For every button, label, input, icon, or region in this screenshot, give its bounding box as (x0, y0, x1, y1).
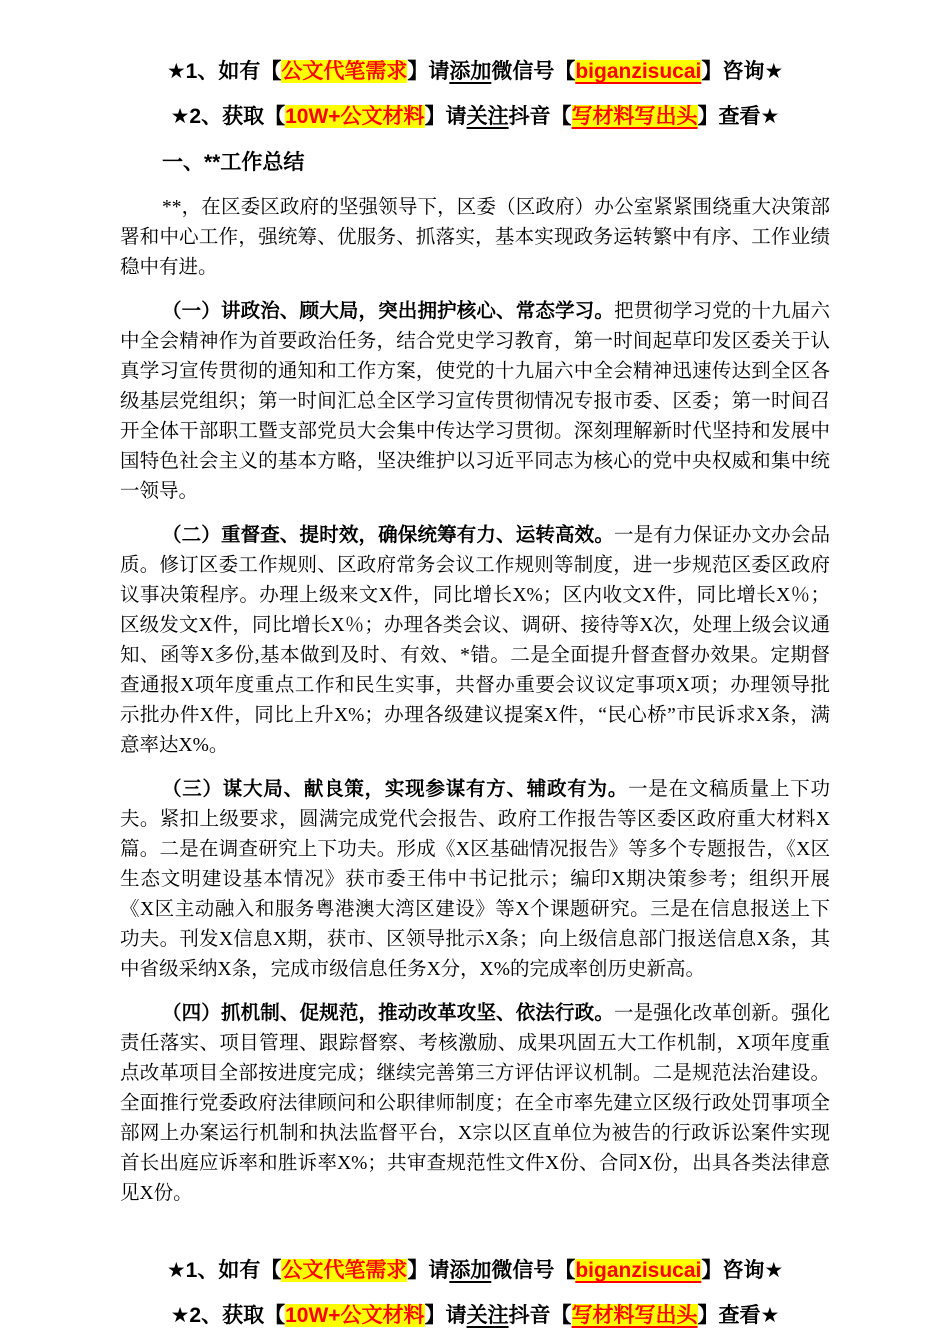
paragraph-text: **，在区委区政府的坚强领导下，区委（区政府）办公室紧紧围绕重大决策部署和中心工作，强统筹、优服务、抓落实，基本实现政务运转繁中有序、工作业绩稳中有进。 (120, 197, 830, 278)
highlight-keyword: 10W+公文材料 (285, 1304, 425, 1327)
promo-text: 】请 (424, 105, 467, 128)
promo-text: ★1、如有【 (166, 1259, 282, 1282)
promo-text: 微信号【 (491, 1259, 576, 1282)
underlined-action: 关注 (466, 1304, 509, 1327)
highlight-wechat-id: biganzisucai (575, 60, 702, 83)
promo-line-1 (120, 1257, 830, 1284)
promo-text: 微信号【 (491, 60, 576, 83)
promo-text: 】请 (424, 1304, 467, 1327)
highlight-keyword: 10W+公文材料 (285, 105, 425, 128)
promo-text: 】咨询★ (701, 60, 784, 83)
paragraph-lead: （三）谋大局、献良策，实现参谋有方、辅政有为。 (162, 778, 629, 800)
paragraph-section-1 (120, 296, 830, 507)
highlight-keyword: 公文代笔需求 (281, 60, 408, 83)
promo-line-2 (120, 103, 830, 130)
highlight-douyin-account: 写材料写出头 (571, 105, 698, 128)
paragraph-section-3 (120, 774, 830, 985)
underlined-action: 关注 (466, 105, 509, 128)
promo-text: ★2、获取【 (170, 105, 286, 128)
promo-banner-bottom (120, 1257, 830, 1329)
promo-text: 】查看★ (697, 1304, 780, 1327)
underlined-action: 添加 (449, 60, 492, 83)
promo-text: 抖音【 (508, 1304, 572, 1327)
paragraph-text: 一是强化改革创新。强化责任落实、项目管理、跟踪督察、考核激励、成果巩固五大工作机制，X项年度重点改革项目全部按进度完成；继续完善第三方评估评议机制。二是规范法治建设。全面推行党委政府法律顾问和公职律师制度；在全市率先建立区级行政处罚事项全部网上办案运行机制和执法监督平台，X宗以区直单位为被告的行政诉讼案件实现首长出庭应诉率和胜诉率X%；共审查规范性文件X份、合同X份，出具各类法律意见X份。 (120, 1003, 830, 1204)
paragraph-section-4 (120, 998, 830, 1209)
paragraph-lead: （一）讲政治、顾大局，突出拥护核心、常态学习。 (162, 300, 614, 322)
promo-text: 】请 (407, 60, 450, 83)
promo-banner-top (120, 58, 830, 130)
paragraph-lead: （二）重督查、提时效，确保统筹有力、运转高效。 (162, 524, 614, 546)
promo-text: ★1、如有【 (166, 60, 282, 83)
highlight-douyin-account: 写材料写出头 (571, 1304, 698, 1327)
promo-text: 】咨询★ (701, 1259, 784, 1282)
promo-text: 抖音【 (508, 105, 572, 128)
promo-text: 】查看★ (697, 105, 780, 128)
paragraph-lead: （四）抓机制、促规范，推动改革攻坚、依法行政。 (162, 1002, 614, 1024)
promo-line-1 (120, 58, 830, 85)
underlined-action: 添加 (449, 1259, 492, 1282)
highlight-wechat-id: biganzisucai (575, 1259, 702, 1282)
paragraph-intro (120, 192, 830, 283)
paragraph-section-2 (120, 520, 830, 761)
paragraph-text: 一是在文稿质量上下功夫。紧扣上级要求，圆满完成党代会报告、政府工作报告等区委区政府重大材料X篇。二是在调查研究上下功夫。形成《X区基础情况报告》等多个专题报告，《X区生态文明建设基本情况》获市委王伟中书记批示；编印X期决策参考；组织开展《X区主动融入和服务粤港澳大湾区建设》等X个课题研究。三是在信息报送上下功夫。刊发X信息X期，获市、区领导批示X条；向上级信息部门报送信息X条，其中省级采纳X条，完成市级信息任务X分，X%的完成率创历史新高。 (120, 779, 830, 980)
promo-text: 】请 (407, 1259, 450, 1282)
section-heading: 一、**工作总结 (162, 151, 305, 174)
paragraph-text: 一是有力保证办文办会品质。修订区委工作规则、区政府常务会议工作规则等制度，进一步规范区委区政府议事决策程序。办理上级来文X件，同比增长X%；区内收文X件，同比增长X％；区级发文X件，同比增长X％；办理各类会议、调研、接待等X次，处理上级会议通知、函等X多份,基本做到及时、有效、*错。二是全面提升督查督办效果。定期督查通报X项年度重点工作和民生实事，共督办重要会议议定事项X项；办理领导批示批办件X件，同比上升X%；办理各级建议提案X件，“民心桥”市民诉求X条，满意率达X%。 (120, 525, 830, 756)
promo-line-2 (120, 1302, 830, 1329)
highlight-keyword: 公文代笔需求 (281, 1259, 408, 1282)
paragraph-text: 把贯彻学习党的十九届六中全会精神作为首要政治任务，结合党史学习教育，第一时间起草印发区委关于认真学习宣传贯彻的通知和工作方案，使党的十九届六中全会精神迅速传达到全区各级基层党组织；第一时间汇总全区学习宣传贯彻情况专报市委、区委；第一时间召开全体干部职工暨支部党员大会集中传达学习贯彻。深刻理解新时代坚持和发展中国特色社会主义的基本方略，坚决维护以习近平同志为核心的党中央权威和集中统一领导。 (120, 301, 830, 502)
promo-text: ★2、获取【 (170, 1304, 286, 1327)
